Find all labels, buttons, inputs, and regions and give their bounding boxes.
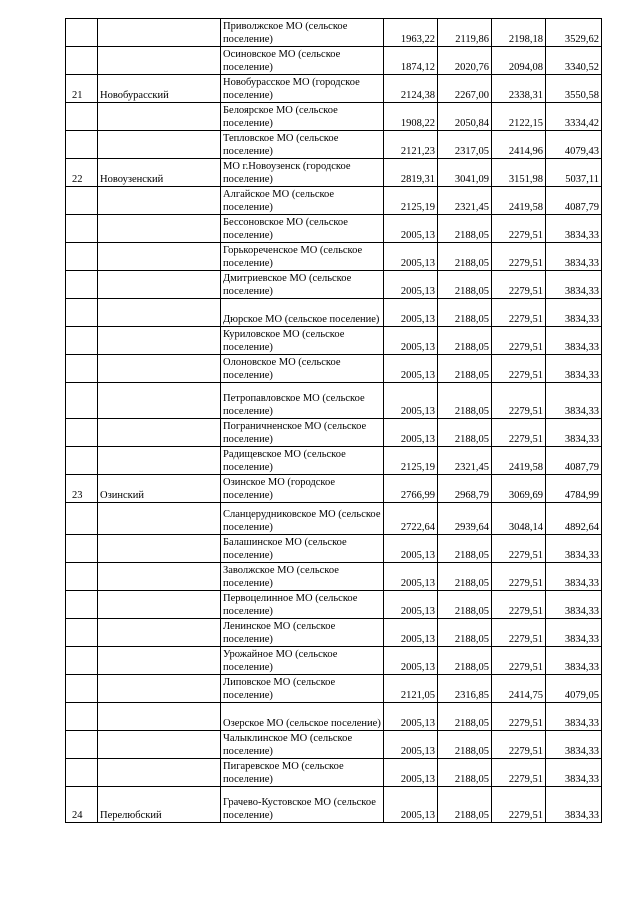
district-cell (98, 759, 221, 787)
value-cell-1: 2005,13 (384, 355, 438, 383)
municipality-cell: Чалыклинское МО (сельское поселение) (221, 731, 384, 759)
row-index-cell: 21 (66, 75, 98, 103)
value-cell-3: 2279,51 (492, 731, 546, 759)
table-row (66, 187, 602, 215)
value-cell-3: 2279,51 (492, 563, 546, 591)
district-cell (98, 563, 221, 591)
table-row (66, 327, 602, 355)
municipality-cell: Олоновское МО (сельское поселение) (221, 355, 384, 383)
table-row (66, 535, 602, 563)
value-cell-1: 2121,23 (384, 131, 438, 159)
value-cell-4: 4892,64 (546, 503, 602, 535)
district-cell (98, 299, 221, 327)
value-cell-2: 2188,05 (438, 563, 492, 591)
value-cell-1: 2005,13 (384, 299, 438, 327)
table-row (66, 355, 602, 383)
value-cell-1: 2005,13 (384, 327, 438, 355)
value-cell-2: 2188,05 (438, 535, 492, 563)
district-cell (98, 19, 221, 47)
value-cell-4: 5037,11 (546, 159, 602, 187)
table-row (66, 75, 602, 103)
municipality-cell: Дмитриевское МО (сельское поселение) (221, 271, 384, 299)
value-cell-1: 1874,12 (384, 47, 438, 75)
row-index-cell (66, 419, 98, 447)
value-cell-3: 2414,96 (492, 131, 546, 159)
value-cell-4: 3334,42 (546, 103, 602, 131)
municipality-cell: Липовское МО (сельское поселение) (221, 675, 384, 703)
value-cell-2: 2188,05 (438, 787, 492, 823)
row-index-cell: 24 (66, 787, 98, 823)
value-cell-4: 3834,33 (546, 327, 602, 355)
value-cell-1: 2005,13 (384, 271, 438, 299)
table-row (66, 215, 602, 243)
municipality-cell: Бессоновское МО (сельское поселение) (221, 215, 384, 243)
municipality-cell: Первоцелинное МО (сельское поселение) (221, 591, 384, 619)
municipality-cell: Балашинское МО (сельское поселение) (221, 535, 384, 563)
table-row (66, 47, 602, 75)
table-row (66, 271, 602, 299)
value-cell-1: 2005,13 (384, 535, 438, 563)
value-cell-2: 2188,05 (438, 271, 492, 299)
district-cell: Перелюбский (98, 787, 221, 823)
district-cell (98, 703, 221, 731)
district-cell (98, 103, 221, 131)
table-row (66, 103, 602, 131)
value-cell-2: 2321,45 (438, 447, 492, 475)
value-cell-2: 2188,05 (438, 355, 492, 383)
value-cell-2: 2321,45 (438, 187, 492, 215)
value-cell-4: 3340,52 (546, 47, 602, 75)
value-cell-3: 2279,51 (492, 215, 546, 243)
value-cell-3: 2279,51 (492, 647, 546, 675)
value-cell-4: 3834,33 (546, 419, 602, 447)
value-cell-2: 2188,05 (438, 703, 492, 731)
value-cell-4: 3834,33 (546, 731, 602, 759)
value-cell-1: 2722,64 (384, 503, 438, 535)
value-cell-1: 2005,13 (384, 759, 438, 787)
value-cell-2: 2188,05 (438, 619, 492, 647)
table-row (66, 419, 602, 447)
table-row (66, 131, 602, 159)
row-index-cell (66, 327, 98, 355)
district-cell (98, 215, 221, 243)
value-cell-2: 2188,05 (438, 759, 492, 787)
table-row (66, 591, 602, 619)
row-index-cell (66, 383, 98, 419)
municipality-cell: Дюрское МО (сельское поселение) (221, 299, 384, 327)
table-row (66, 475, 602, 503)
value-cell-2: 3041,09 (438, 159, 492, 187)
value-cell-4: 4087,79 (546, 447, 602, 475)
value-cell-2: 2050,84 (438, 103, 492, 131)
table-row (66, 563, 602, 591)
district-cell (98, 355, 221, 383)
value-cell-1: 2005,13 (384, 419, 438, 447)
row-index-cell (66, 131, 98, 159)
value-cell-1: 2005,13 (384, 563, 438, 591)
table-row (66, 647, 602, 675)
value-cell-2: 2316,85 (438, 675, 492, 703)
table-row (66, 299, 602, 327)
district-cell (98, 187, 221, 215)
value-cell-1: 2005,13 (384, 243, 438, 271)
row-index-cell (66, 647, 98, 675)
value-cell-4: 3834,33 (546, 383, 602, 419)
table-row (66, 787, 602, 823)
value-cell-3: 2279,51 (492, 787, 546, 823)
district-cell (98, 271, 221, 299)
municipality-cell: Петропавловское МО (сельское поселение) (221, 383, 384, 419)
table-row (66, 759, 602, 787)
row-index-cell (66, 503, 98, 535)
value-cell-3: 2279,51 (492, 759, 546, 787)
municipality-cell: Тепловское МО (сельское поселение) (221, 131, 384, 159)
value-cell-4: 3834,33 (546, 299, 602, 327)
value-cell-4: 4784,99 (546, 475, 602, 503)
district-cell (98, 327, 221, 355)
value-cell-3: 2338,31 (492, 75, 546, 103)
district-cell: Озинский (98, 475, 221, 503)
municipality-cell: Пограничненское МО (сельское поселение) (221, 419, 384, 447)
value-cell-1: 2125,19 (384, 447, 438, 475)
value-cell-4: 4079,05 (546, 675, 602, 703)
value-cell-3: 2279,51 (492, 383, 546, 419)
table-row (66, 19, 602, 47)
value-cell-1: 2124,38 (384, 75, 438, 103)
municipality-cell: Алгайское МО (сельское поселение) (221, 187, 384, 215)
row-index-cell (66, 675, 98, 703)
district-cell (98, 447, 221, 475)
value-cell-2: 2119,86 (438, 19, 492, 47)
value-cell-3: 3151,98 (492, 159, 546, 187)
value-cell-2: 2939,64 (438, 503, 492, 535)
district-cell (98, 535, 221, 563)
value-cell-3: 2198,18 (492, 19, 546, 47)
table-row (66, 159, 602, 187)
value-cell-3: 2122,15 (492, 103, 546, 131)
municipality-cell: Белоярское МО (сельское поселение) (221, 103, 384, 131)
value-cell-4: 3834,33 (546, 703, 602, 731)
value-cell-1: 1908,22 (384, 103, 438, 131)
value-cell-3: 2094,08 (492, 47, 546, 75)
row-index-cell (66, 703, 98, 731)
row-index-cell (66, 563, 98, 591)
table-row (66, 619, 602, 647)
value-cell-4: 3834,33 (546, 759, 602, 787)
district-cell (98, 731, 221, 759)
value-cell-3: 2279,51 (492, 619, 546, 647)
row-index-cell (66, 759, 98, 787)
municipality-cell: Ленинское МО (сельское поселение) (221, 619, 384, 647)
value-cell-4: 3550,58 (546, 75, 602, 103)
district-cell (98, 503, 221, 535)
value-cell-3: 2414,75 (492, 675, 546, 703)
value-cell-2: 2317,05 (438, 131, 492, 159)
value-cell-2: 2188,05 (438, 647, 492, 675)
table-row (66, 731, 602, 759)
value-cell-4: 3834,33 (546, 271, 602, 299)
value-cell-3: 2279,51 (492, 299, 546, 327)
value-cell-4: 3834,33 (546, 647, 602, 675)
table-body (66, 19, 602, 823)
value-cell-3: 2279,51 (492, 355, 546, 383)
municipality-cell: Пигаревское МО (сельское поселение) (221, 759, 384, 787)
row-index-cell (66, 187, 98, 215)
table-row (66, 703, 602, 731)
municipality-cell: Сланцерудниковское МО (сельское поселение) (221, 503, 384, 535)
municipality-cell: Осиновское МО (сельское поселение) (221, 47, 384, 75)
value-cell-2: 2188,05 (438, 215, 492, 243)
table-row (66, 675, 602, 703)
value-cell-1: 2766,99 (384, 475, 438, 503)
value-cell-2: 2968,79 (438, 475, 492, 503)
value-cell-4: 3834,33 (546, 535, 602, 563)
value-cell-2: 2267,00 (438, 75, 492, 103)
value-cell-3: 2279,51 (492, 703, 546, 731)
value-cell-2: 2188,05 (438, 327, 492, 355)
value-cell-2: 2020,76 (438, 47, 492, 75)
district-cell (98, 675, 221, 703)
row-index-cell (66, 103, 98, 131)
value-cell-4: 3834,33 (546, 787, 602, 823)
value-cell-3: 3069,69 (492, 475, 546, 503)
table-row (66, 503, 602, 535)
row-index-cell (66, 271, 98, 299)
row-index-cell (66, 299, 98, 327)
value-cell-3: 2279,51 (492, 271, 546, 299)
district-cell (98, 383, 221, 419)
value-cell-1: 2005,13 (384, 647, 438, 675)
district-cell (98, 647, 221, 675)
row-index-cell (66, 591, 98, 619)
value-cell-1: 2005,13 (384, 619, 438, 647)
value-cell-4: 3834,33 (546, 563, 602, 591)
value-cell-1: 2819,31 (384, 159, 438, 187)
value-cell-2: 2188,05 (438, 243, 492, 271)
tariff-table (65, 18, 602, 823)
row-index-cell (66, 215, 98, 243)
value-cell-1: 1963,22 (384, 19, 438, 47)
value-cell-3: 2279,51 (492, 591, 546, 619)
value-cell-3: 2279,51 (492, 419, 546, 447)
value-cell-3: 2419,58 (492, 447, 546, 475)
table-row (66, 447, 602, 475)
district-cell (98, 419, 221, 447)
municipality-cell: Новобурасское МО (городское поселение) (221, 75, 384, 103)
value-cell-2: 2188,05 (438, 419, 492, 447)
value-cell-2: 2188,05 (438, 383, 492, 419)
value-cell-1: 2005,13 (384, 787, 438, 823)
value-cell-3: 2279,51 (492, 327, 546, 355)
row-index-cell (66, 355, 98, 383)
value-cell-3: 3048,14 (492, 503, 546, 535)
district-cell (98, 243, 221, 271)
municipality-cell: Урожайное МО (сельское поселение) (221, 647, 384, 675)
table-row (66, 383, 602, 419)
value-cell-4: 3834,33 (546, 355, 602, 383)
municipality-cell: Горькореченское МО (сельское поселение) (221, 243, 384, 271)
municipality-cell: МО г.Новоузенск (городское поселение) (221, 159, 384, 187)
value-cell-4: 3834,33 (546, 243, 602, 271)
value-cell-4: 4087,79 (546, 187, 602, 215)
value-cell-1: 2005,13 (384, 591, 438, 619)
value-cell-1: 2005,13 (384, 215, 438, 243)
table-row (66, 243, 602, 271)
value-cell-4: 4079,43 (546, 131, 602, 159)
value-cell-4: 3834,33 (546, 215, 602, 243)
row-index-cell (66, 619, 98, 647)
municipality-cell: Радищевское МО (сельское поселение) (221, 447, 384, 475)
value-cell-1: 2125,19 (384, 187, 438, 215)
municipality-cell: Куриловское МО (сельское поселение) (221, 327, 384, 355)
district-cell: Новобурасский (98, 75, 221, 103)
value-cell-3: 2279,51 (492, 243, 546, 271)
municipality-cell: Грачево-Кустовское МО (сельское поселение) (221, 787, 384, 823)
value-cell-1: 2121,05 (384, 675, 438, 703)
value-cell-2: 2188,05 (438, 731, 492, 759)
value-cell-1: 2005,13 (384, 383, 438, 419)
value-cell-4: 3529,62 (546, 19, 602, 47)
row-index-cell (66, 243, 98, 271)
value-cell-3: 2279,51 (492, 535, 546, 563)
row-index-cell: 23 (66, 475, 98, 503)
municipality-cell: Озинское МО (городское поселение) (221, 475, 384, 503)
district-cell (98, 47, 221, 75)
municipality-cell: Озерское МО (сельское поселение) (221, 703, 384, 731)
value-cell-1: 2005,13 (384, 703, 438, 731)
municipality-cell: Приволжское МО (сельское поселение) (221, 19, 384, 47)
municipality-cell: Заволжское МО (сельское поселение) (221, 563, 384, 591)
district-cell (98, 591, 221, 619)
row-index-cell (66, 535, 98, 563)
value-cell-3: 2419,58 (492, 187, 546, 215)
value-cell-2: 2188,05 (438, 591, 492, 619)
district-cell: Новоузенский (98, 159, 221, 187)
district-cell (98, 619, 221, 647)
value-cell-4: 3834,33 (546, 619, 602, 647)
value-cell-2: 2188,05 (438, 299, 492, 327)
row-index-cell (66, 447, 98, 475)
row-index-cell (66, 19, 98, 47)
row-index-cell (66, 731, 98, 759)
row-index-cell: 22 (66, 159, 98, 187)
row-index-cell (66, 47, 98, 75)
value-cell-4: 3834,33 (546, 591, 602, 619)
district-cell (98, 131, 221, 159)
value-cell-1: 2005,13 (384, 731, 438, 759)
